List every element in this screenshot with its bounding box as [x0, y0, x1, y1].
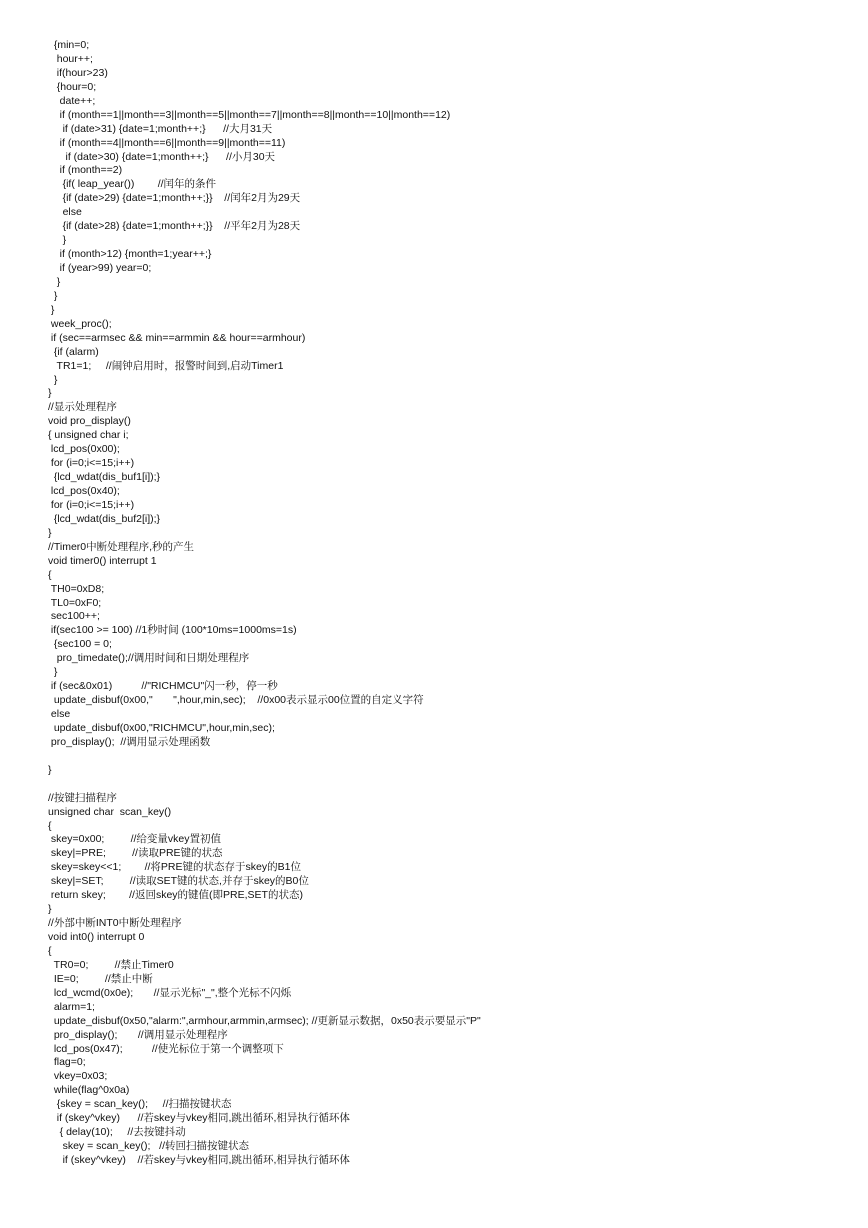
code-line: TR1=1; //闹钟启用时，报警时间到,启动Timer1	[48, 359, 284, 372]
code-line: {if (date>28) {date=1;month++;}} //平年2月为28天	[48, 220, 301, 233]
code-line: while(flag^0x0a)	[48, 1084, 130, 1097]
code-line: vkey=0x03;	[48, 1070, 108, 1083]
code-line: if (month==4||month==6||month==9||month==11)	[48, 136, 286, 149]
code-line: {if (date>29) {date=1;month++;}} //闰年2月为29天	[48, 192, 301, 205]
code-line: TH0=0xD8;	[48, 582, 105, 595]
code-line: unsigned char scan_key()	[48, 805, 172, 818]
code-line: {skey = scan_key(); //扫描按键状态	[48, 1098, 232, 1111]
code-line: }	[48, 373, 58, 386]
code-line: {hour=0;	[48, 80, 97, 93]
code-line: skey = scan_key(); //转回扫描按键状态	[48, 1140, 249, 1153]
code-line: skey=0x00; //给变量vkey置初值	[48, 833, 222, 846]
code-line: alarm=1;	[48, 1000, 95, 1013]
code-line: //按键扫描程序	[48, 791, 117, 804]
code-line: if (sec==armsec && min==armmin && hour==armhour)	[48, 331, 306, 344]
code-line: if(hour>23)	[48, 66, 108, 79]
code-line: TL0=0xF0;	[48, 596, 102, 609]
code-line: {lcd_wdat(dis_buf2[i]);}	[48, 512, 161, 525]
code-line: //Timer0中断处理程序,秒的产生	[48, 540, 195, 553]
code-line: {lcd_wdat(dis_buf1[i]);}	[48, 471, 161, 484]
code-line: }	[48, 763, 52, 776]
code-line: if (date>31) {date=1;month++;} //大月31天	[48, 122, 273, 135]
code-line: if (month==1||month==3||month==5||month==7||month==8||month==10||month==12)	[48, 108, 451, 121]
code-line: lcd_pos(0x47); //使光标位于第一个调整项下	[48, 1042, 284, 1055]
code-line	[48, 778, 848, 792]
code-line: }	[48, 903, 52, 916]
code-line: update_disbuf(0x00,"RICHMCU",hour,min,sec);	[48, 721, 275, 734]
code-line: //显示处理程序	[48, 401, 117, 414]
code-line: skey|=PRE; //读取PRE键的状态	[48, 847, 223, 860]
code-line: }	[48, 387, 52, 400]
code-line: return skey; //返回skey的键值(即PRE,SET的状态)	[48, 889, 303, 902]
code-line: { unsigned char i;	[48, 429, 129, 442]
code-line: {if( leap_year()) //闰年的条件	[48, 178, 217, 191]
code-line: {	[48, 568, 52, 581]
code-line: }	[48, 289, 58, 302]
code-line: skey=skey<<1; //将PRE键的状态存于skey的B1位	[48, 861, 301, 874]
code-line: }	[48, 666, 58, 679]
code-line: if (skey^vkey) //若skey与vkey相同,跳出循环,相异执行循环体	[48, 1154, 350, 1166]
code-line: date++;	[48, 94, 96, 107]
code-line: //外部中断INT0中断处理程序	[48, 917, 182, 930]
code-line: else	[48, 206, 82, 219]
code-line: { delay(10); //去按键抖动	[48, 1126, 186, 1139]
code-line: }	[48, 234, 67, 247]
code-line: pro_display(); //调用显示处理程序	[48, 1028, 228, 1041]
code-line: pro_display(); //调用显示处理函数	[48, 735, 211, 748]
code-line: week_proc();	[48, 317, 112, 330]
code-line: lcd_wcmd(0x0e); //显示光标"_",整个光标不闪烁	[48, 986, 292, 999]
code-line: {	[48, 944, 52, 957]
code-line: if (skey^vkey) //若skey与vkey相同,跳出循环,相异执行循环体	[48, 1112, 350, 1125]
code-line: if (month==2)	[48, 164, 123, 177]
code-line: {if (alarm)	[48, 345, 99, 358]
code-line: TR0=0; //禁止Timer0	[48, 958, 174, 971]
code-line: }	[48, 303, 55, 316]
code-line: update_disbuf(0x00," ",hour,min,sec); //0x00表示显示00位置的自定义字符	[48, 694, 424, 707]
code-line	[48, 750, 848, 764]
code-line: update_disbuf(0x50,"alarm:",armhour,armmin,armsec); //更新显示数据，0x50表示要显示"P"	[48, 1014, 481, 1027]
code-line: void pro_display()	[48, 415, 131, 428]
code-line: if (date>30) {date=1;month++;} //小月30天	[48, 150, 276, 163]
code-line: }	[48, 526, 52, 539]
code-line: }	[48, 275, 61, 288]
code-line: else	[48, 708, 71, 720]
code-line: if (year>99) year=0;	[48, 262, 152, 274]
code-line: sec100++;	[48, 610, 100, 623]
code-line: void timer0() interrupt 1	[48, 554, 157, 567]
code-line: if (month>12) {month=1;year++;}	[48, 248, 212, 261]
code-line: lcd_pos(0x40);	[48, 485, 120, 497]
code-line: if(sec100 >= 100) //1秒时间 (100*10ms=1000ms=1s)	[48, 624, 297, 637]
code-line: hour++;	[48, 52, 93, 65]
code-line: for (i=0;i<=15;i++)	[48, 457, 135, 470]
code-line: {sec100 = 0;	[48, 638, 112, 651]
code-line: skey|=SET; //读取SET键的状态,并存于skey的B0位	[48, 875, 309, 888]
code-line: {	[48, 819, 52, 832]
code-line: {min=0;	[48, 39, 90, 51]
code-line: void int0() interrupt 0	[48, 931, 145, 943]
code-listing	[48, 39, 848, 1168]
code-line: pro_timedate();//调用时间和日期处理程序	[48, 652, 250, 665]
code-line: for (i=0;i<=15;i++)	[48, 498, 135, 511]
code-line: lcd_pos(0x00);	[48, 443, 120, 456]
code-line: flag=0;	[48, 1056, 86, 1069]
code-line: IE=0; //禁止中断	[48, 972, 153, 985]
code-line: if (sec&0x01) //"RICHMCU"闪一秒，停一秒	[48, 680, 278, 693]
